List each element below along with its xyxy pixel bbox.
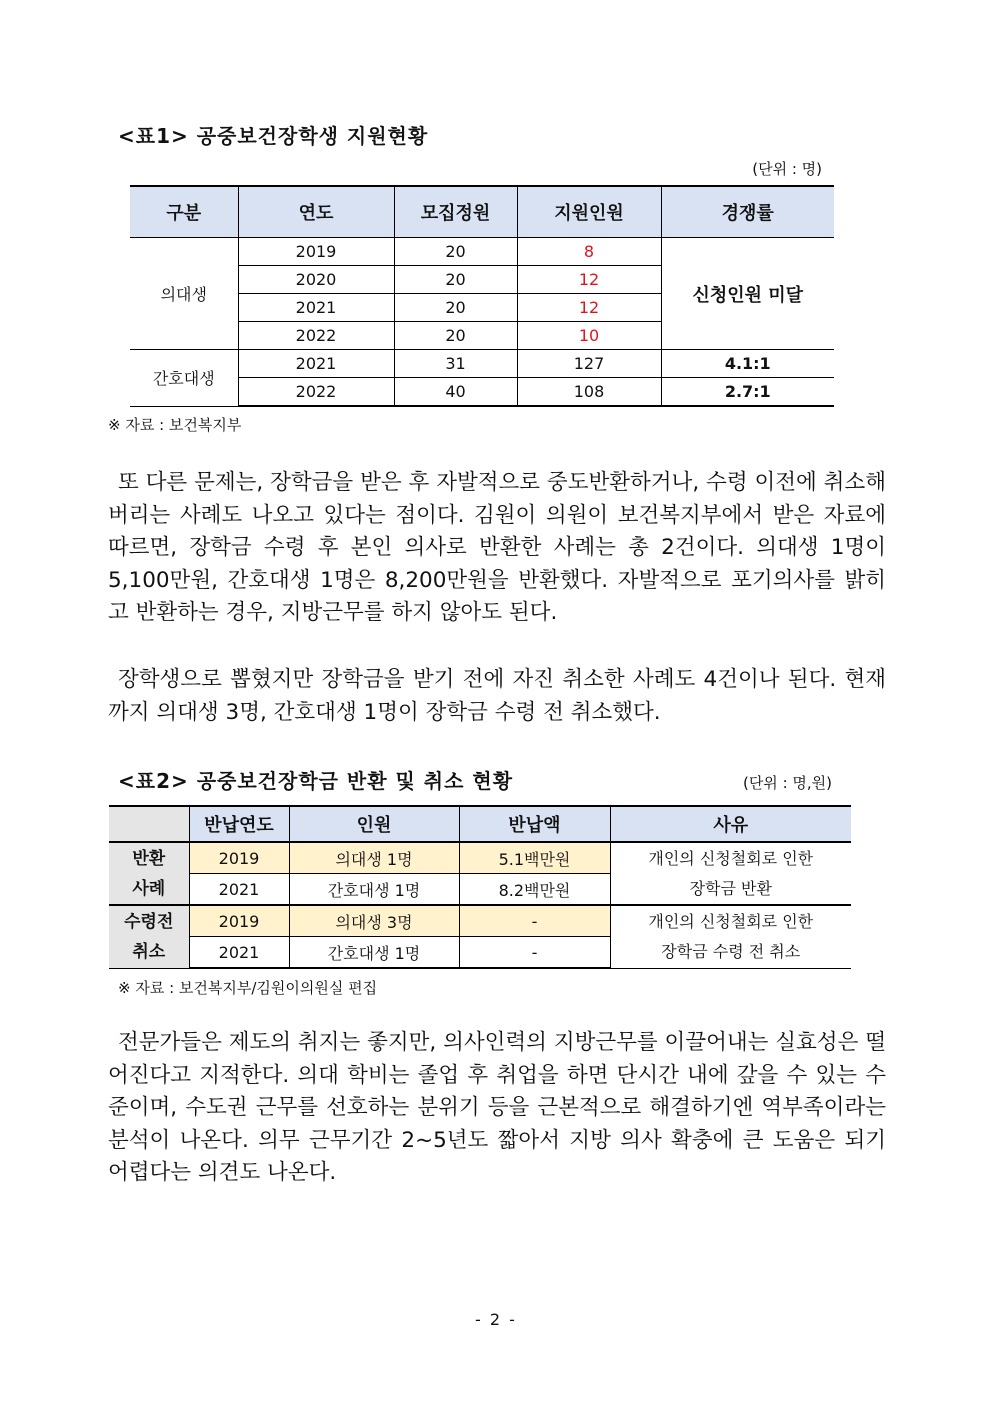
row-label-cancel [109,905,189,968]
group-label-medical: 의대생 [130,238,238,350]
applicants-cell: 12 [517,266,661,294]
table2-title: <표2> 공중보건장학금 반환 및 취소 현황 [118,769,514,793]
row-label-line: 사례 [132,878,166,899]
amount-cell: 5.1백만원 [459,842,610,874]
table1-title: <표1> 공중보건장학생 지원현황 [118,124,429,148]
table1-header: 모집정원 [394,186,517,238]
amount-cell: - [459,937,610,969]
table-row [109,905,851,937]
quota-cell: 20 [394,266,517,294]
table1-header-row [130,186,834,238]
row-label-return [109,842,189,905]
reason-line: 개인의 신청철회로 인한 [648,848,814,868]
table-row [130,238,834,266]
row-label-line: 반환 [132,848,166,869]
paragraph-text: 전문가들은 제도의 취지는 좋지만, 의사인력의 지방근무를 이끌어내는 실효성은 떨어진다고 지적한다. 의대 학비는 졸업 후 취업을 하면 단시간 내에 갚을 수 있는 수준이며, 수도권 근무를 선호하는 분위기 등을 근본적으로 해결하기엔 역부족이라는 분석이 나온다. 의무 근무기간 2~5년도 짧아서 지방 의사 확충에 큰 도움은 되기 어렵다는 의견도 나온다. [108,1030,886,1185]
year-cell: 2022 [238,378,394,407]
table-row [109,842,851,874]
table2-returns [109,805,851,969]
year-cell: 2021 [238,350,394,378]
rate-cell-medical: 신청인원 미달 [661,238,834,350]
paragraph-3 [108,1027,886,1190]
table1-header: 지원인원 [517,186,661,238]
table1-unit: (단위 : 명) [752,160,822,178]
paragraph-2 [108,664,886,729]
table2-header: 사유 [610,806,851,842]
paragraph-text: 장학생으로 뽑혔지만 장학금을 받기 전에 자진 취소한 사례도 4건이나 된다. 현재까지 의대생 3명, 간호대생 1명이 장학금 수령 전 취소했다. [108,667,886,725]
reason-line: 장학금 수령 전 취소 [661,941,801,961]
group-label-nursing: 간호대생 [130,350,238,407]
applicants-cell: 8 [517,238,661,266]
table2-header: 반납액 [459,806,610,842]
table1-header: 구분 [130,186,238,238]
table1-header: 경쟁률 [661,186,834,238]
applicants-cell: 10 [517,322,661,350]
applicants-cell: 127 [517,350,661,378]
paragraph-text: 또 다른 문제는, 장학금을 받은 후 자발적으로 중도반환하거나, 수령 이전에 취소해버리는 사례도 나오고 있다는 점이다. 김원이 의원이 보건복지부에서 받은 자료에 따르면, 장학금 수령 후 본인 의사로 반환한 사례는 총 2건이다. 의대생 1명이 5,100만원, 간호대생 1명은 8,200만원을 반환했다. 자발적으로 포기의사를 밝히고 반환하는 경우, 지방근무를 하지 않아도 된다. [108,470,886,625]
quota-cell: 20 [394,294,517,322]
quota-cell: 20 [394,322,517,350]
paragraph-1 [108,467,886,630]
amount-cell: 8.2백만원 [459,874,610,906]
table1-header: 연도 [238,186,394,238]
reason-cell-cancel [610,905,851,968]
year-cell: 2021 [238,294,394,322]
table2-unit: (단위 : 명,원) [742,774,832,792]
people-cell: 간호대생 1명 [289,937,459,969]
quota-cell: 40 [394,378,517,407]
reason-line: 장학금 반환 [689,878,772,898]
row-label-line: 수령전 [124,911,174,932]
year-cell: 2019 [189,905,289,937]
table-row [130,350,834,378]
page-number: - 2 - [475,1310,517,1329]
rate-cell: 2.7:1 [661,378,834,407]
year-cell: 2021 [189,874,289,906]
people-cell: 의대생 1명 [289,842,459,874]
table1-applicants [130,185,834,407]
year-cell: 2019 [238,238,394,266]
row-label-line: 취소 [132,941,166,962]
year-cell: 2019 [189,842,289,874]
applicants-cell: 108 [517,378,661,407]
reason-line: 개인의 신청철회로 인한 [648,911,814,931]
amount-cell: - [459,905,610,937]
table2-source: ※ 자료 : 보건복지부/김원이의원실 편집 [118,979,378,997]
rate-cell: 4.1:1 [661,350,834,378]
people-cell: 간호대생 1명 [289,874,459,906]
table2-header-corner [109,806,189,842]
quota-cell: 20 [394,238,517,266]
year-cell: 2022 [238,322,394,350]
year-cell: 2020 [238,266,394,294]
year-cell: 2021 [189,937,289,969]
table2-header-row [109,806,851,842]
table2-header: 반납연도 [189,806,289,842]
quota-cell: 31 [394,350,517,378]
people-cell: 의대생 3명 [289,905,459,937]
applicants-cell: 12 [517,294,661,322]
reason-cell-return [610,842,851,905]
table1-source: ※ 자료 : 보건복지부 [108,416,242,434]
table2-header: 인원 [289,806,459,842]
